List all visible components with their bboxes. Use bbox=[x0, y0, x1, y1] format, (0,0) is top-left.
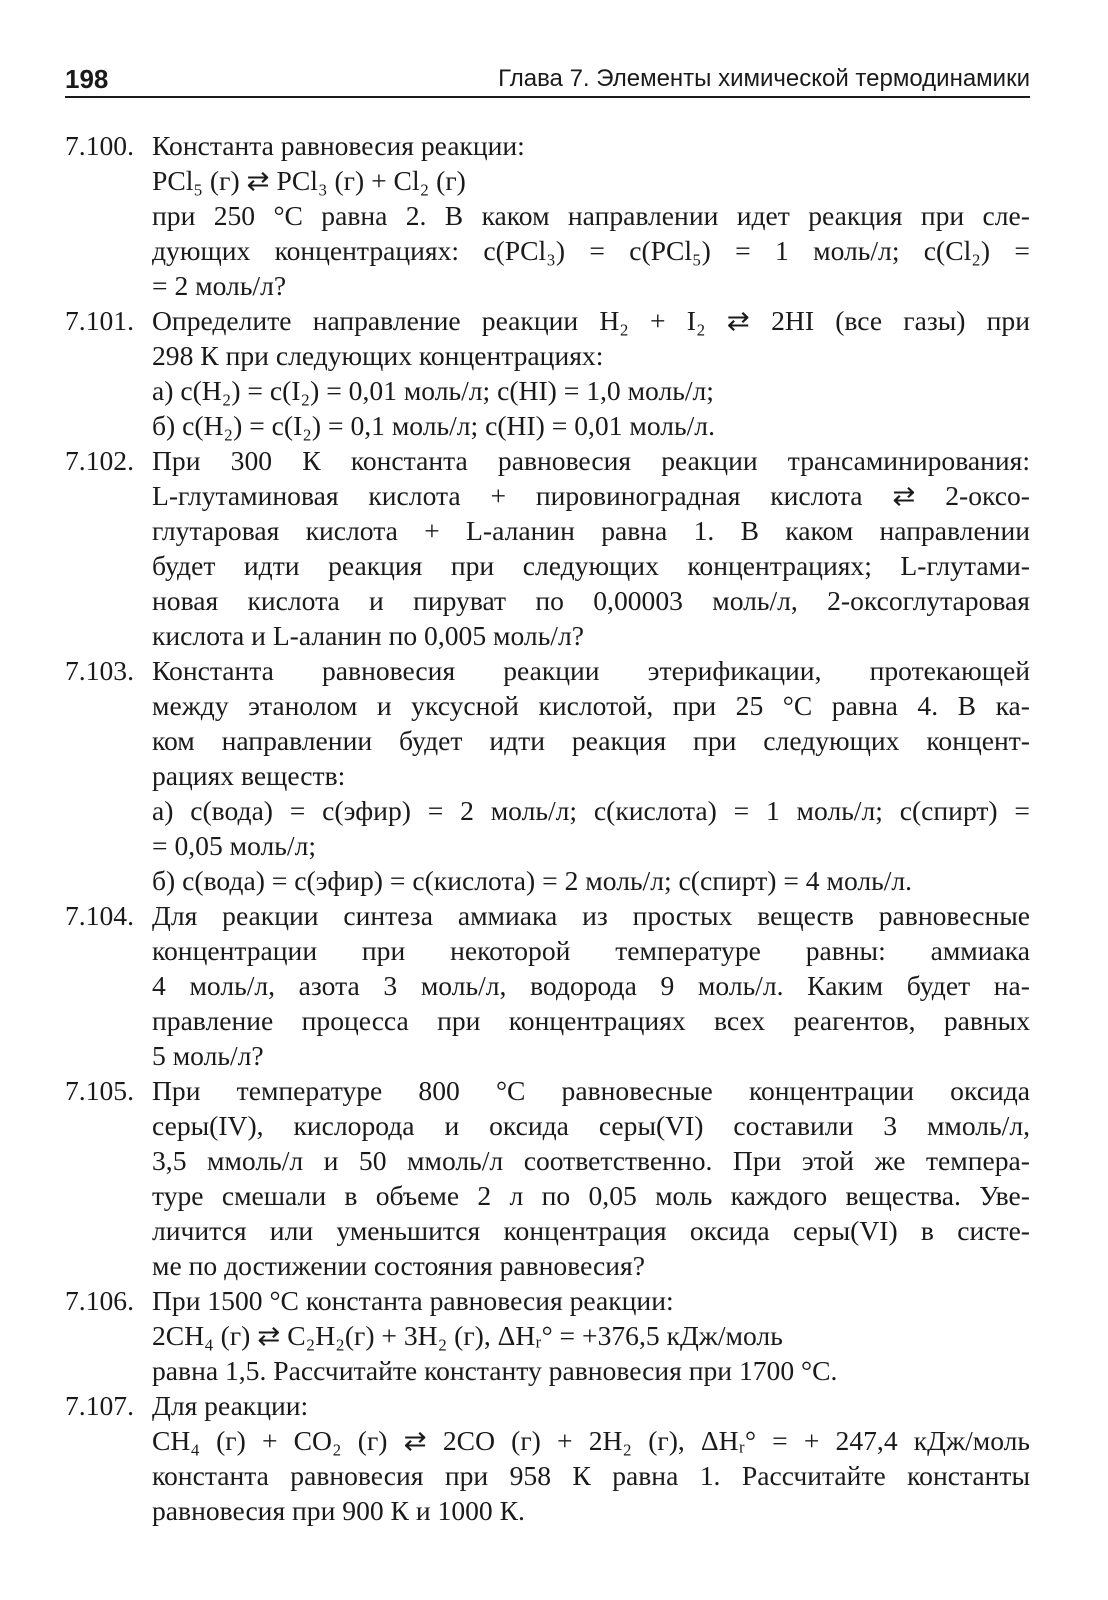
page-header bbox=[65, 62, 1030, 98]
problem-text-line: = 0,05 моль/л; bbox=[152, 830, 316, 861]
problem-text-line: равна 1,5. Рассчитайте константу равновесия при 1700 °С. bbox=[152, 1355, 838, 1386]
problem-number: 7.102. bbox=[65, 445, 134, 476]
problem-text-line: правление процесса при концентрациях всех реагентов, равных bbox=[152, 1005, 1030, 1036]
problem-text-line: = 2 моль/л? bbox=[152, 270, 287, 301]
problem-text-line: Определите направление реакции H₂ + I₂ ⇄ 2HI (все газы) при bbox=[152, 305, 1030, 336]
problem-text-line: 5 моль/л? bbox=[152, 1040, 264, 1071]
problem-text-line: 298 К при следующих концентрациях: bbox=[152, 340, 604, 371]
problem-item bbox=[65, 653, 1030, 898]
problem-text-line: а) c(вода) = c(эфир) = 2 моль/л; c(кислота) = 1 моль/л; c(спирт) = bbox=[152, 795, 1030, 826]
problem-text-line: 3,5 ммоль/л и 50 ммоль/л соответственно. При этой же темпера- bbox=[152, 1145, 1030, 1176]
problem-text-line: равновесия при 900 К и 1000 К. bbox=[152, 1495, 525, 1526]
problem-text-line: новая кислота и пируват по 0,00003 моль/л, 2-оксоглутаровая bbox=[152, 585, 1030, 616]
problem-number: 7.104. bbox=[65, 900, 134, 931]
problem-text-line: При температуре 800 °С равновесные концентрации оксида bbox=[152, 1075, 1030, 1106]
problem-text-line: будет идти реакция при следующих концентрациях; L-глутами- bbox=[152, 550, 1030, 581]
problem-text-line: б) c(H₂) = c(I₂) = 0,1 моль/л; c(HI) = 0,01 моль/л. bbox=[152, 410, 715, 441]
problem-text-line: CH₄ (г) + CO₂ (г) ⇄ 2CO (г) + 2H₂ (г), ΔHᵣ° = + 247,4 кДж/моль bbox=[152, 1425, 1030, 1456]
problem-item bbox=[65, 443, 1030, 653]
problem-number: 7.106. bbox=[65, 1285, 134, 1316]
problem-item bbox=[65, 1073, 1030, 1283]
problem-text-line: между этанолом и уксусной кислотой, при 25 °С равна 4. В ка- bbox=[152, 690, 1030, 721]
problem-text-line: Для реакции: bbox=[152, 1390, 309, 1421]
problem-text-line: концентрации при некоторой температуре равны: аммиака bbox=[152, 935, 1030, 966]
problem-text-line: При 1500 °С константа равновесия реакции: bbox=[152, 1285, 674, 1316]
problem-text-line: L-глутаминовая кислота + пировиноградная кислота ⇄ 2-оксо- bbox=[152, 480, 1030, 511]
problem-text-line: глутаровая кислота + L-аланин равна 1. В каком направлении bbox=[152, 515, 1030, 546]
page-number: 198 bbox=[65, 64, 109, 94]
problem-item bbox=[65, 303, 1030, 443]
problem-text-line: Для реакции синтеза аммиака из простых веществ равновесные bbox=[152, 900, 1030, 931]
problem-item bbox=[65, 898, 1030, 1073]
problem-text-line: кислота и L-аланин по 0,005 моль/л? bbox=[152, 620, 584, 651]
problem-number: 7.103. bbox=[65, 655, 134, 686]
problem-text-line: ком направлении будет идти реакция при следующих концент- bbox=[152, 725, 1030, 756]
problem-text-line: серы(IV), кислорода и оксида серы(VI) составили 3 ммоль/л, bbox=[152, 1110, 1030, 1141]
problem-item bbox=[65, 128, 1030, 303]
problem-number: 7.107. bbox=[65, 1390, 134, 1421]
problem-number: 7.101. bbox=[65, 305, 134, 336]
chapter-title: Глава 7. Элементы химической термодинамики bbox=[498, 65, 1030, 92]
problem-text-line: при 250 °С равна 2. В каком направлении идет реакция при сле- bbox=[152, 200, 1030, 231]
problem-text-line: При 300 К константа равновесия реакции трансаминирования: bbox=[152, 445, 1030, 476]
problem-text-line: б) c(вода) = c(эфир) = c(кислота) = 2 моль/л; c(спирт) = 4 моль/л. bbox=[152, 865, 913, 896]
problem-text-line: PCl₅ (г) ⇄ PCl₃ (г) + Cl₂ (г) bbox=[152, 165, 466, 196]
problem-item bbox=[65, 1388, 1030, 1528]
problem-text-line: 4 моль/л, азота 3 моль/л, водорода 9 моль/л. Каким будет на- bbox=[152, 970, 1030, 1001]
problem-text-line: константа равновесия при 958 К равна 1. Рассчитайте константы bbox=[152, 1460, 1030, 1491]
problem-text-line: ме по достижении состояния равновесия? bbox=[152, 1250, 645, 1281]
problem-text-line: Константа равновесия реакции: bbox=[152, 130, 525, 161]
problem-text-line: туре смешали в объеме 2 л по 0,05 моль каждого вещества. Уве- bbox=[152, 1180, 1030, 1211]
problem-text-line: личится или уменьшится концентрация оксида серы(VI) в систе- bbox=[152, 1215, 1030, 1246]
problem-item bbox=[65, 1283, 1030, 1388]
problem-text-line: а) c(H₂) = c(I₂) = 0,01 моль/л; c(HI) = 1,0 моль/л; bbox=[152, 375, 714, 406]
problem-number: 7.105. bbox=[65, 1075, 134, 1106]
problem-text-line: Константа равновесия реакции этерификации, протекающей bbox=[152, 655, 1030, 686]
problem-list bbox=[65, 128, 1030, 1528]
problem-text-line: 2CH₄ (г) ⇄ C₂H₂(г) + 3H₂ (г), ΔHᵣ° = +376,5 кДж/моль bbox=[152, 1320, 783, 1351]
problem-text-line: дующих концентрациях: c(PCl₃) = c(PCl₅) = 1 моль/л; c(Cl₂) = bbox=[152, 235, 1030, 266]
problem-text-line: рациях веществ: bbox=[152, 760, 346, 791]
problem-number: 7.100. bbox=[65, 130, 134, 161]
